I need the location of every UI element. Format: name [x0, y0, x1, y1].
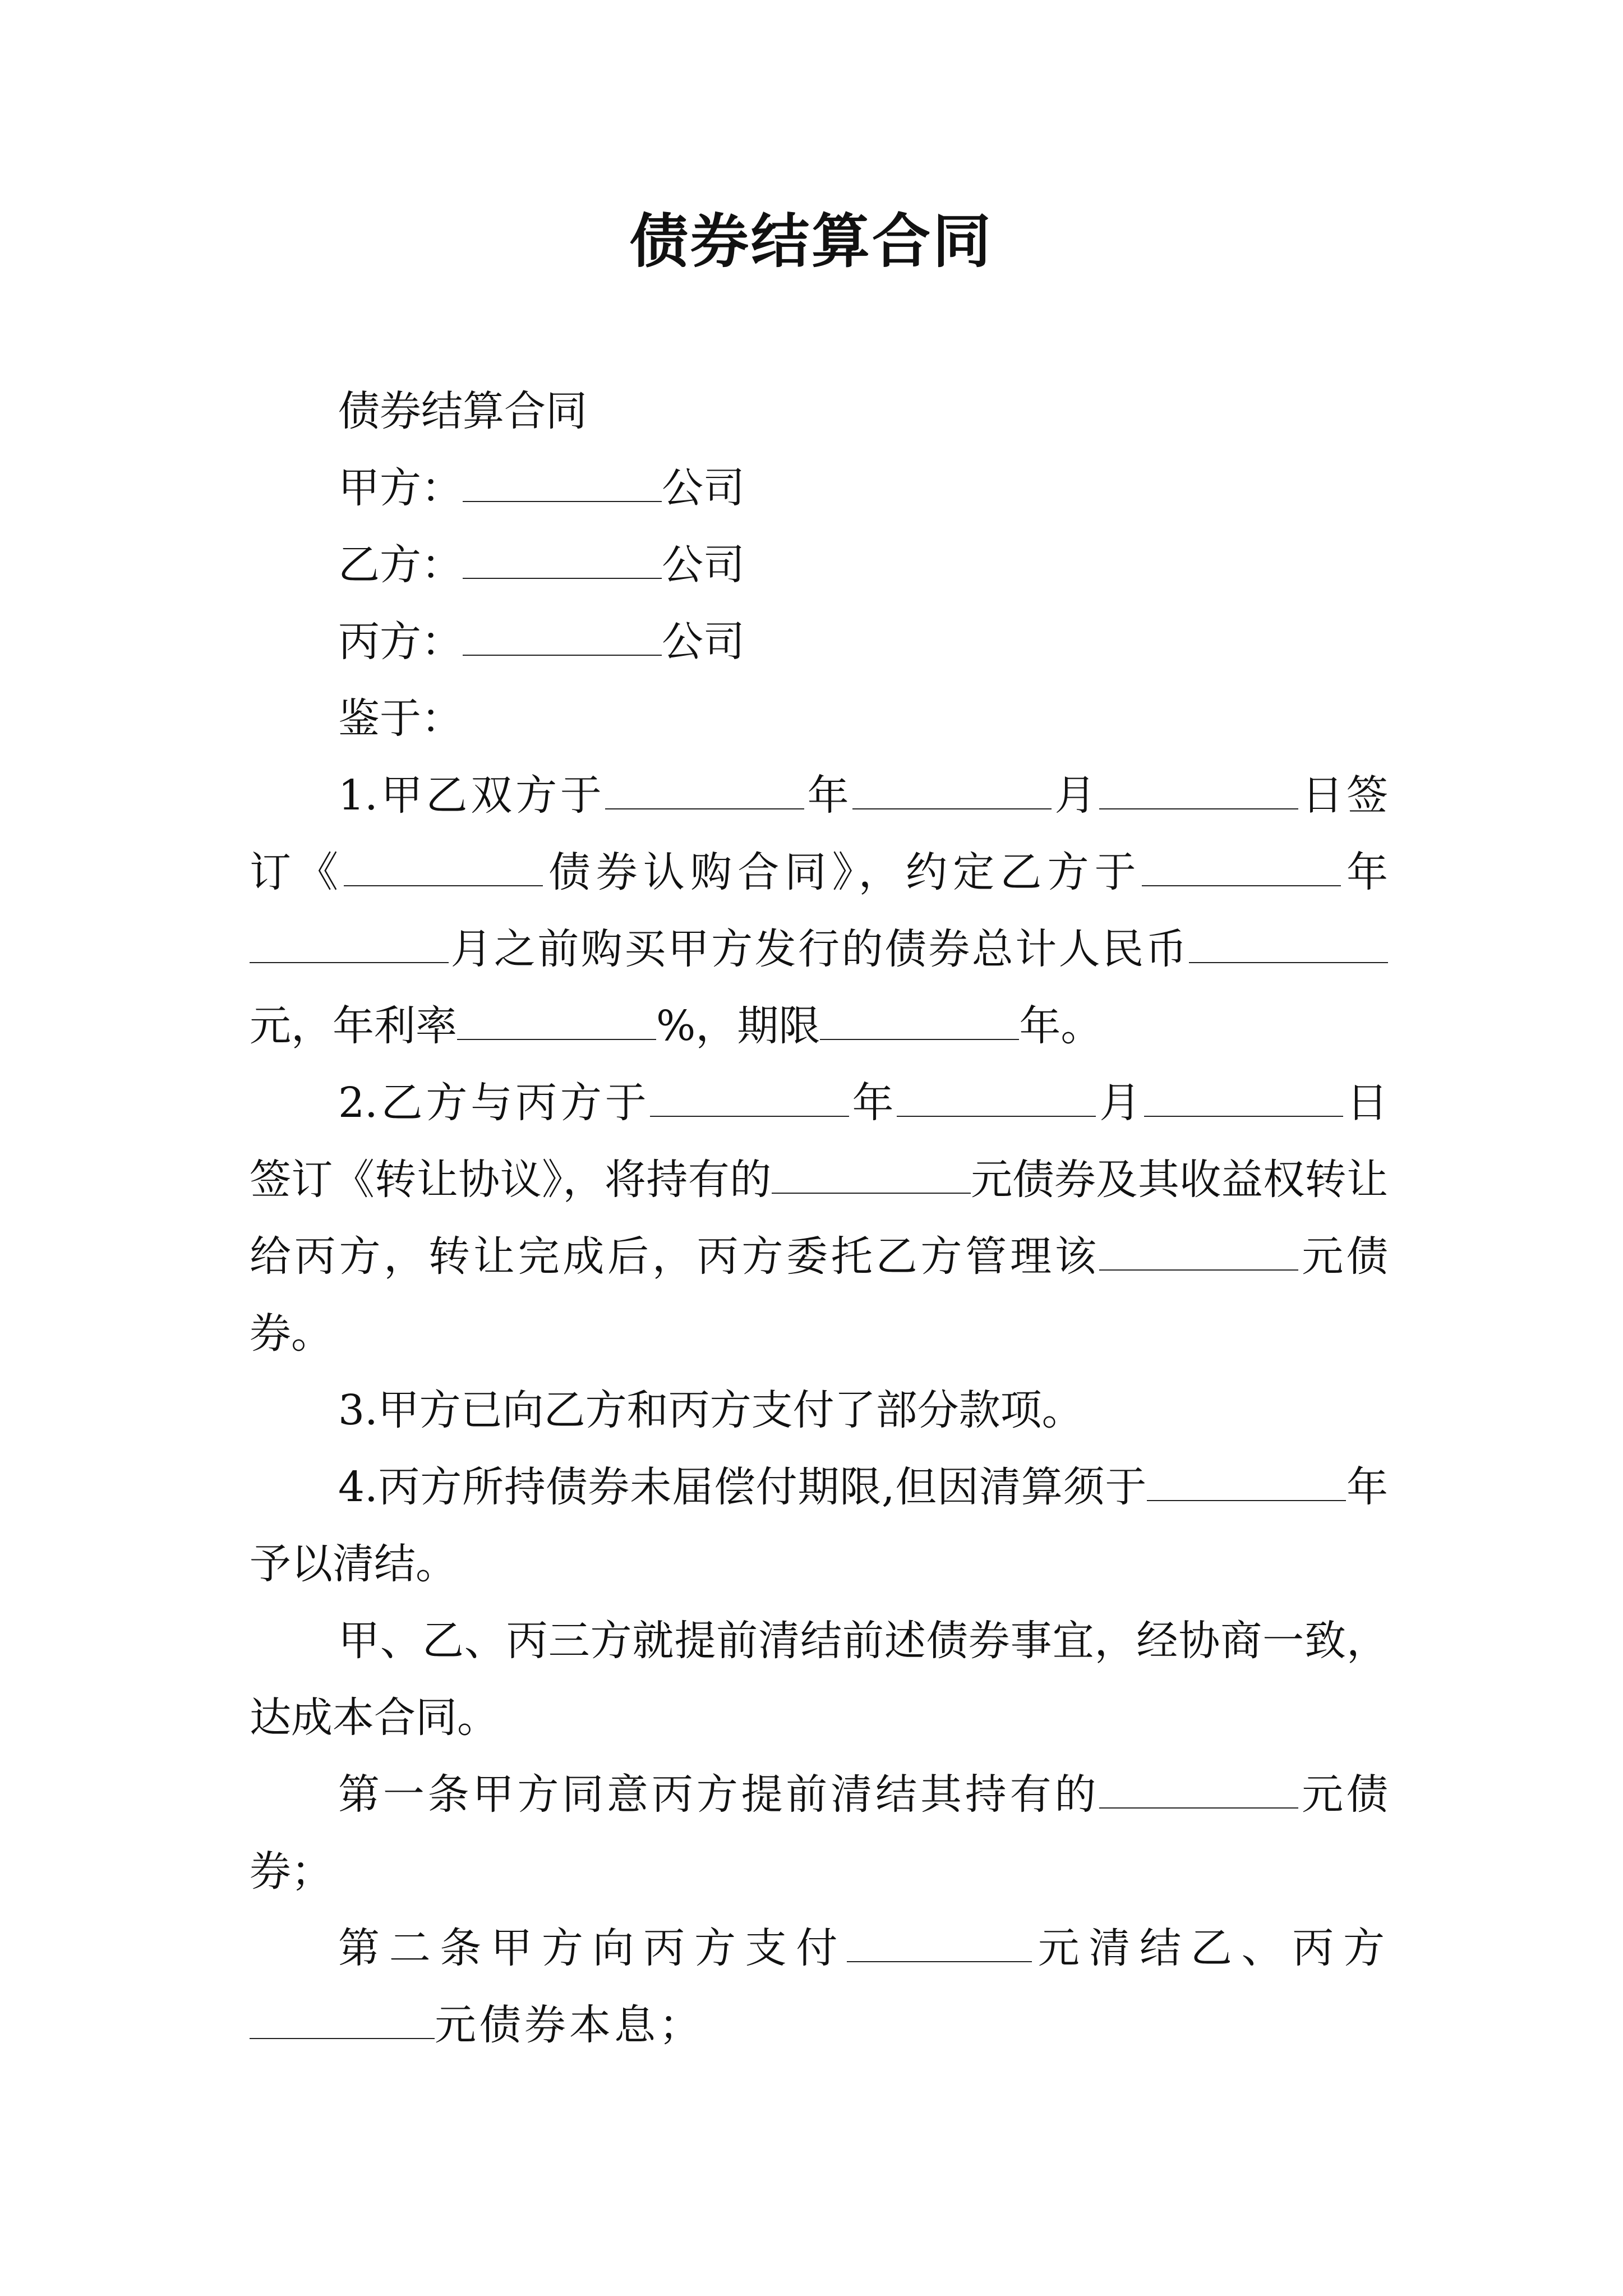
clause-2-text: 2.乙方与丙方于 — [338, 1079, 650, 1127]
agreement-intro — [250, 1603, 1388, 1756]
clause-2-text: 日签订《转让协议》，将持有的 — [250, 1079, 1389, 1204]
clause-1-text: 年 — [804, 771, 852, 820]
article-1-text: 第一条甲方同意丙方提前清结其持有的 — [338, 1770, 1100, 1819]
blank — [250, 930, 449, 963]
clause-4-text: 4.丙方所持债券未届偿付期限,但因清算须于 — [338, 1463, 1147, 1511]
blank — [344, 853, 543, 886]
clause-1 — [250, 757, 1388, 1065]
clause-1-text: 月 — [1051, 771, 1100, 820]
subtitle-text: 债券结算合同 — [338, 387, 587, 435]
party-b-suffix: 公司 — [662, 541, 745, 589]
article-2-text: 元清结乙、丙方 — [1032, 1924, 1389, 1972]
article-2-text: 元债券本息； — [435, 2001, 704, 2049]
blank — [1099, 776, 1298, 809]
clause-3 — [250, 1372, 1388, 1449]
clause-4-text: 年予以清结。 — [250, 1463, 1389, 1588]
agreement-intro-text: 甲、乙、丙三方就提前清结前述债券事宜，经协商一致，达成本合同。 — [250, 1617, 1388, 1742]
blank — [847, 1929, 1032, 1962]
party-c-line — [250, 604, 1388, 680]
blank — [250, 2005, 435, 2039]
clause-2-text: 元债券。 — [250, 1232, 1389, 1358]
clause-1-text: 元，年利率 — [250, 1002, 457, 1050]
blank — [1099, 1237, 1298, 1271]
clause-1-text: 日签订《 — [250, 771, 1389, 896]
article-1-text: 元债券； — [250, 1770, 1389, 1895]
party-c-suffix: 公司 — [662, 618, 745, 666]
clause-2-text: 月 — [1096, 1079, 1145, 1127]
blank — [1099, 1775, 1298, 1809]
party-b-line — [250, 527, 1388, 604]
party-c-blank — [463, 622, 662, 656]
blank — [1147, 1467, 1346, 1501]
blank — [852, 776, 1052, 809]
party-b-label: 乙方： — [338, 541, 463, 589]
blank — [897, 1083, 1096, 1117]
blank — [457, 1006, 656, 1040]
document-body — [250, 373, 1388, 2064]
party-b-blank — [463, 545, 662, 579]
clause-3-text: 3.甲方已向乙方和丙方支付了部分款项。 — [338, 1386, 1083, 1434]
article-2 — [250, 1910, 1388, 2064]
blank — [820, 1006, 1019, 1040]
party-a-label: 甲方： — [338, 464, 463, 512]
subtitle-line — [250, 373, 1388, 450]
whereas-line — [250, 680, 1388, 757]
clause-1-text: 年 — [1340, 848, 1389, 896]
blank — [1142, 853, 1341, 886]
clause-2 — [250, 1065, 1388, 1372]
party-c-label: 丙方： — [338, 618, 463, 666]
whereas-label: 鉴于： — [338, 694, 463, 743]
blank — [650, 1083, 849, 1117]
blank — [605, 776, 804, 809]
clause-1-text: 1.甲乙双方于 — [338, 771, 605, 820]
clause-1-text: %，期限 — [656, 1002, 820, 1050]
article-1 — [250, 1756, 1388, 1910]
party-a-blank — [463, 468, 662, 502]
clause-1-text: 年。 — [1019, 1002, 1103, 1050]
article-2-text: 第二条甲方向丙方支付 — [338, 1924, 847, 1972]
document-title: 债券结算合同 — [629, 206, 993, 275]
clause-4 — [250, 1449, 1388, 1603]
clause-1-text: 债券认购合同》，约定乙方于 — [543, 848, 1142, 896]
clause-2-text: 元债券及其收益权转让给丙方，转让完成后，丙方委托乙方管理该 — [250, 1156, 1389, 1281]
party-a-suffix: 公司 — [662, 464, 745, 512]
blank — [1144, 1083, 1343, 1117]
party-a-line — [250, 450, 1388, 527]
clause-1-text: 月之前购买甲方发行的债券总计人民币 — [449, 925, 1189, 973]
clause-2-text: 年 — [849, 1079, 897, 1127]
blank — [1189, 930, 1388, 963]
blank — [772, 1160, 971, 1194]
